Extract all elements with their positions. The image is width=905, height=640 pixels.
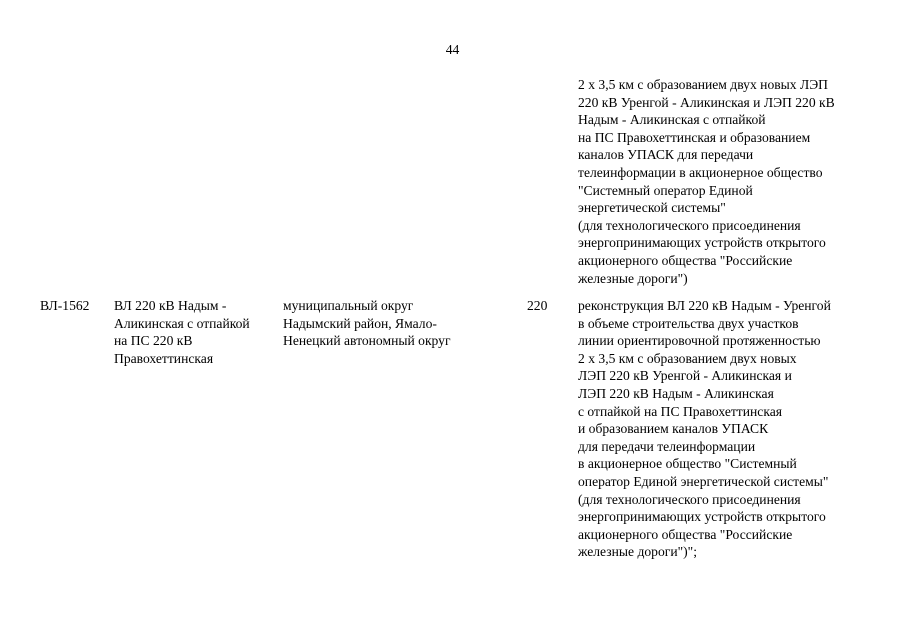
page-number: 44 xyxy=(445,42,460,57)
description-cell: реконструкция ВЛ 220 кВ Надым - Уренгой в объеме строительства двух участков линии ориентировочной протяженностью 2 х 3,5 км с образованием двух новых ЛЭП 220 кВ Уренгой - Аликинская и ЛЭП 220 кВ Надым - Аликинская с отпайкой на ПС Правохеттинская и образованием каналов УПАСК для передачи телеинформации в акционерное общество "Системный оператор Единой энергетической системы" (для технологического присоединения энергопринимающих устройств открытого акционерного общества "Российские железные дороги")"; xyxy=(578,298,831,560)
location-cell: муниципальный округ Надымский район, Ямало- Ненецкий автономный округ xyxy=(283,298,451,349)
voltage-cell: 220 xyxy=(527,298,548,313)
continued-description-cell: 2 х 3,5 км с образованием двух новых ЛЭП 220 кВ Уренгой - Аликинская и ЛЭП 220 кВ Надым - Аликинская с отпайкой на ПС Правохеттинская и образованием каналов УПАСК для передачи телеинформации в акционерное общество "Системный оператор Единой энергетической системы" (для технологического присоединения энергопринимающих устройств открытого акционерного общества "Российские железные дороги") xyxy=(578,77,835,286)
object-name-cell: ВЛ 220 кВ Надым - Аликинская с отпайкой на ПС 220 кВ Правохеттинская xyxy=(114,298,250,366)
object-code-cell: ВЛ-1562 xyxy=(40,298,90,313)
